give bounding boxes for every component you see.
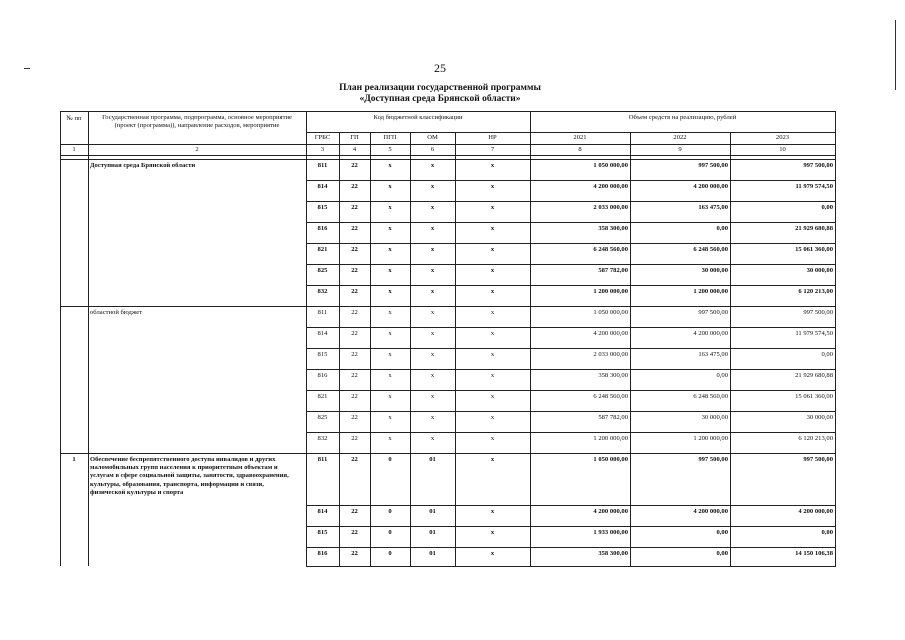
amount-cell: 14 150 106,38 xyxy=(795,550,833,557)
table-vline xyxy=(370,132,371,566)
amount-cell: 4 200 000,00 xyxy=(693,330,728,337)
code-cell: х xyxy=(490,204,495,211)
code-cell: х xyxy=(490,435,495,442)
table-vline xyxy=(339,132,340,566)
scan-mark xyxy=(24,68,30,69)
code-cell: х xyxy=(490,456,495,463)
amount-cell: 0,00 xyxy=(821,351,833,358)
code-cell: х xyxy=(490,183,495,190)
header-nr: НР xyxy=(488,134,497,141)
index-cell: 3 xyxy=(320,146,325,153)
amount-cell: 6 248 560,00 xyxy=(693,246,728,253)
code-cell: х xyxy=(430,414,435,421)
code-cell: 832 xyxy=(317,288,328,295)
code-cell: х xyxy=(388,204,392,211)
table-hline xyxy=(306,132,836,133)
code-cell: х xyxy=(490,246,495,253)
code-cell: х xyxy=(430,435,435,442)
code-cell: х xyxy=(490,529,495,536)
code-cell: х xyxy=(430,225,435,232)
amount-cell: 587 782,00 xyxy=(598,267,628,274)
amount-cell: 4 200 000,00 xyxy=(593,508,628,515)
amount-cell: 0,00 xyxy=(716,225,728,232)
code-cell: х xyxy=(430,204,435,211)
row-separator xyxy=(306,285,836,286)
amount-cell: 11 979 574,50 xyxy=(795,183,833,190)
code-cell: х xyxy=(430,288,435,295)
code-cell: 825 xyxy=(317,267,328,274)
code-cell: х xyxy=(430,372,435,379)
code-cell: х xyxy=(430,267,435,274)
code-cell: 22 xyxy=(351,529,358,536)
code-cell: 0 xyxy=(388,529,392,536)
header-y2023: 2023 xyxy=(775,134,790,141)
amount-cell: 6 248 560,00 xyxy=(593,246,628,253)
header-y2021: 2021 xyxy=(573,134,587,141)
amount-cell: 30 000,00 xyxy=(806,414,833,421)
code-cell: 22 xyxy=(351,393,358,400)
table-vline xyxy=(88,111,89,566)
code-cell: 22 xyxy=(351,550,358,557)
amount-cell: 15 061 360,00 xyxy=(795,246,833,253)
title-line-1: План реализации государственной программы xyxy=(339,83,541,93)
group-name: Доступная среда Брянской области xyxy=(90,162,196,169)
code-cell: х xyxy=(388,288,392,295)
code-cell: х xyxy=(430,330,435,337)
code-cell: 832 xyxy=(317,435,328,442)
amount-cell: 4 200 000,00 xyxy=(693,183,728,190)
code-cell: 815 xyxy=(317,351,328,358)
code-cell: х xyxy=(388,267,392,274)
table-vline xyxy=(730,132,731,566)
code-cell: 01 xyxy=(429,529,436,536)
code-cell: х xyxy=(490,414,495,421)
code-cell: 814 xyxy=(317,183,328,190)
code-cell: 811 xyxy=(317,309,328,316)
code-cell: х xyxy=(430,246,435,253)
row-separator xyxy=(306,222,836,223)
code-cell: 815 xyxy=(317,204,328,211)
row-separator xyxy=(306,390,836,391)
row-separator xyxy=(306,201,836,202)
amount-cell: 30 000,00 xyxy=(806,267,833,274)
index-cell: 6 xyxy=(430,146,435,153)
index-cell: 1 xyxy=(72,146,76,153)
amount-cell: 2 033 000,00 xyxy=(593,351,628,358)
group-separator xyxy=(60,306,836,307)
code-cell: х xyxy=(430,351,435,358)
amount-cell: 11 979 574,50 xyxy=(795,330,833,337)
code-cell: 815 xyxy=(317,529,328,536)
amount-cell: 2 033 000,00 xyxy=(593,204,628,211)
code-cell: 816 xyxy=(317,550,328,557)
code-cell: 22 xyxy=(351,309,358,316)
amount-cell: 0,00 xyxy=(716,529,728,536)
code-cell: 22 xyxy=(351,204,358,211)
code-cell: х xyxy=(430,183,435,190)
code-cell: 0 xyxy=(388,456,392,463)
amount-cell: 997 500,00 xyxy=(803,309,833,316)
code-cell: х xyxy=(490,267,495,274)
page-number: 25 xyxy=(434,61,446,75)
code-cell: 816 xyxy=(317,372,328,379)
code-cell: х xyxy=(490,225,495,232)
header-name: Государственная программа, подпрограмма, основное мероприятие (проект (программа)), направление расходов, мероприятие xyxy=(102,114,292,129)
code-cell: 825 xyxy=(317,414,328,421)
code-cell: 816 xyxy=(317,225,328,232)
index-cell: 8 xyxy=(578,146,582,153)
amount-cell: 358 300,00 xyxy=(598,225,628,232)
amount-cell: 163 475,00 xyxy=(698,351,728,358)
code-cell: 22 xyxy=(351,183,358,190)
code-cell: х xyxy=(490,393,495,400)
header-num: № пп xyxy=(66,115,82,122)
code-cell: х xyxy=(490,550,495,557)
code-cell: 22 xyxy=(351,267,358,274)
amount-cell: 997 500,00 xyxy=(803,162,833,169)
row-separator xyxy=(306,327,836,328)
code-cell: х xyxy=(388,414,392,421)
code-cell: 811 xyxy=(317,456,328,463)
group-name: Обеспечение беспрепятственного доступа инвалидов и других маломобильных групп населения к приоритетным объектам и услугам в сфере социальной защиты, занятости, здравоохранения, культуры, образования, транспорта, информации и связи, физической культуры и спорта xyxy=(90,456,289,496)
group-name: областной бюджет xyxy=(90,309,143,316)
code-cell: 22 xyxy=(351,162,358,169)
amount-cell: 997 500,00 xyxy=(698,309,728,316)
code-cell: 22 xyxy=(351,508,358,515)
code-cell: х xyxy=(388,372,392,379)
index-cell: 5 xyxy=(388,146,392,153)
code-cell: х xyxy=(490,508,495,515)
amount-cell: 1 200 000,00 xyxy=(593,435,628,442)
amount-cell: 30 000,00 xyxy=(701,414,728,421)
row-separator xyxy=(306,180,836,181)
header-gp: ГП xyxy=(350,134,359,141)
code-cell: 22 xyxy=(351,414,358,421)
code-cell: 22 xyxy=(351,456,358,463)
header-y2022: 2022 xyxy=(673,134,687,141)
table-top-border xyxy=(60,111,836,112)
code-cell: х xyxy=(388,246,392,253)
table-vline xyxy=(455,132,456,566)
code-cell: х xyxy=(490,309,495,316)
index-cell: 9 xyxy=(678,146,682,153)
code-cell: х xyxy=(430,393,435,400)
amount-cell: 997 500,00 xyxy=(698,162,728,169)
code-cell: 01 xyxy=(429,456,436,463)
amount-cell: 21 929 680,88 xyxy=(795,372,833,379)
table-vline xyxy=(60,111,61,566)
code-cell: 0 xyxy=(388,508,392,515)
amount-cell: 163 475,00 xyxy=(698,204,728,211)
code-cell: 01 xyxy=(429,508,436,515)
code-cell: х xyxy=(490,351,495,358)
code-cell: х xyxy=(388,183,392,190)
table-hline xyxy=(60,155,836,156)
amount-cell: 1 050 000,00 xyxy=(593,456,628,463)
code-cell: 22 xyxy=(351,288,358,295)
code-cell: х xyxy=(490,372,495,379)
group-number: 1 xyxy=(72,456,76,463)
code-cell: 22 xyxy=(351,435,358,442)
amount-cell: 6 248 560,00 xyxy=(693,393,728,400)
code-cell: х xyxy=(388,393,392,400)
header-grbs: ГРБС xyxy=(314,134,331,141)
header-kbk: Код бюджетной классификации xyxy=(373,114,463,121)
header-pgp: ПГП xyxy=(383,134,397,141)
title-line-2: «Доступная среда Брянской области» xyxy=(359,94,521,104)
amount-cell: 1 050 000,00 xyxy=(593,309,628,316)
code-cell: 814 xyxy=(317,330,328,337)
code-cell: х xyxy=(388,162,392,169)
amount-cell: 4 200 000,00 xyxy=(593,183,628,190)
code-cell: 22 xyxy=(351,351,358,358)
code-cell: х xyxy=(490,330,495,337)
group-separator xyxy=(60,159,836,160)
code-cell: 0 xyxy=(388,550,392,557)
code-cell: 821 xyxy=(317,393,328,400)
table-bottom-border xyxy=(306,566,836,567)
amount-cell: 0,00 xyxy=(821,529,833,536)
amount-cell: 0,00 xyxy=(716,372,728,379)
code-cell: 821 xyxy=(317,246,328,253)
code-cell: х xyxy=(430,309,435,316)
amount-cell: 1 200 000,00 xyxy=(593,288,628,295)
code-cell: х xyxy=(388,225,392,232)
amount-cell: 1 200 000,00 xyxy=(693,288,728,295)
index-cell: 4 xyxy=(352,146,357,153)
amount-cell: 0,00 xyxy=(716,550,728,557)
code-cell: х xyxy=(490,162,495,169)
amount-cell: 4 200 000,00 xyxy=(593,330,628,337)
amount-cell: 4 200 000,00 xyxy=(798,508,833,515)
table-vline xyxy=(410,132,411,566)
index-cell: 10 xyxy=(779,146,786,153)
code-cell: х xyxy=(388,435,392,442)
amount-cell: 358 300,00 xyxy=(598,372,628,379)
row-separator xyxy=(306,348,836,349)
code-cell: 22 xyxy=(351,246,358,253)
amount-cell: 21 929 680,88 xyxy=(795,225,833,232)
amount-cell: 997 500,00 xyxy=(698,456,728,463)
code-cell: х xyxy=(388,309,392,316)
row-separator xyxy=(306,369,836,370)
amount-cell: 6 120 213,00 xyxy=(798,435,833,442)
amount-cell: 1 933 000,00 xyxy=(593,529,628,536)
index-cell: 7 xyxy=(490,146,495,153)
table-hline xyxy=(60,144,836,145)
code-cell: 22 xyxy=(351,330,358,337)
row-separator xyxy=(306,243,836,244)
header-volume: Объем средств на реализацию, рублей xyxy=(628,114,737,121)
amount-cell: 1 050 000,00 xyxy=(593,162,628,169)
amount-cell: 4 200 000,00 xyxy=(693,508,728,515)
row-separator xyxy=(306,264,836,265)
code-cell: 22 xyxy=(351,372,358,379)
code-cell: 811 xyxy=(317,162,328,169)
code-cell: х xyxy=(388,351,392,358)
scan-mark xyxy=(895,20,896,90)
document-title xyxy=(250,83,630,105)
index-cell: 2 xyxy=(195,146,199,153)
header-om: ОМ xyxy=(427,134,438,141)
amount-cell: 6 248 560,00 xyxy=(593,393,628,400)
code-cell: х xyxy=(490,288,495,295)
amount-cell: 358 300,00 xyxy=(598,550,628,557)
amount-cell: 997 500,00 xyxy=(803,456,833,463)
code-cell: 01 xyxy=(429,550,436,557)
row-separator xyxy=(306,547,836,548)
row-separator xyxy=(306,526,836,527)
code-cell: х xyxy=(430,162,435,169)
amount-cell: 30 000,00 xyxy=(701,267,728,274)
amount-cell: 15 061 360,00 xyxy=(795,393,833,400)
code-cell: х xyxy=(388,330,392,337)
code-cell: 814 xyxy=(317,508,328,515)
amount-cell: 6 120 213,00 xyxy=(798,288,833,295)
group-separator xyxy=(60,453,836,454)
amount-cell: 0,00 xyxy=(821,204,833,211)
amount-cell: 1 200 000,00 xyxy=(693,435,728,442)
table-vline xyxy=(630,132,631,566)
row-separator xyxy=(306,505,836,506)
row-separator xyxy=(306,432,836,433)
amount-cell: 587 782,00 xyxy=(598,414,628,421)
code-cell: 22 xyxy=(351,225,358,232)
row-separator xyxy=(306,411,836,412)
